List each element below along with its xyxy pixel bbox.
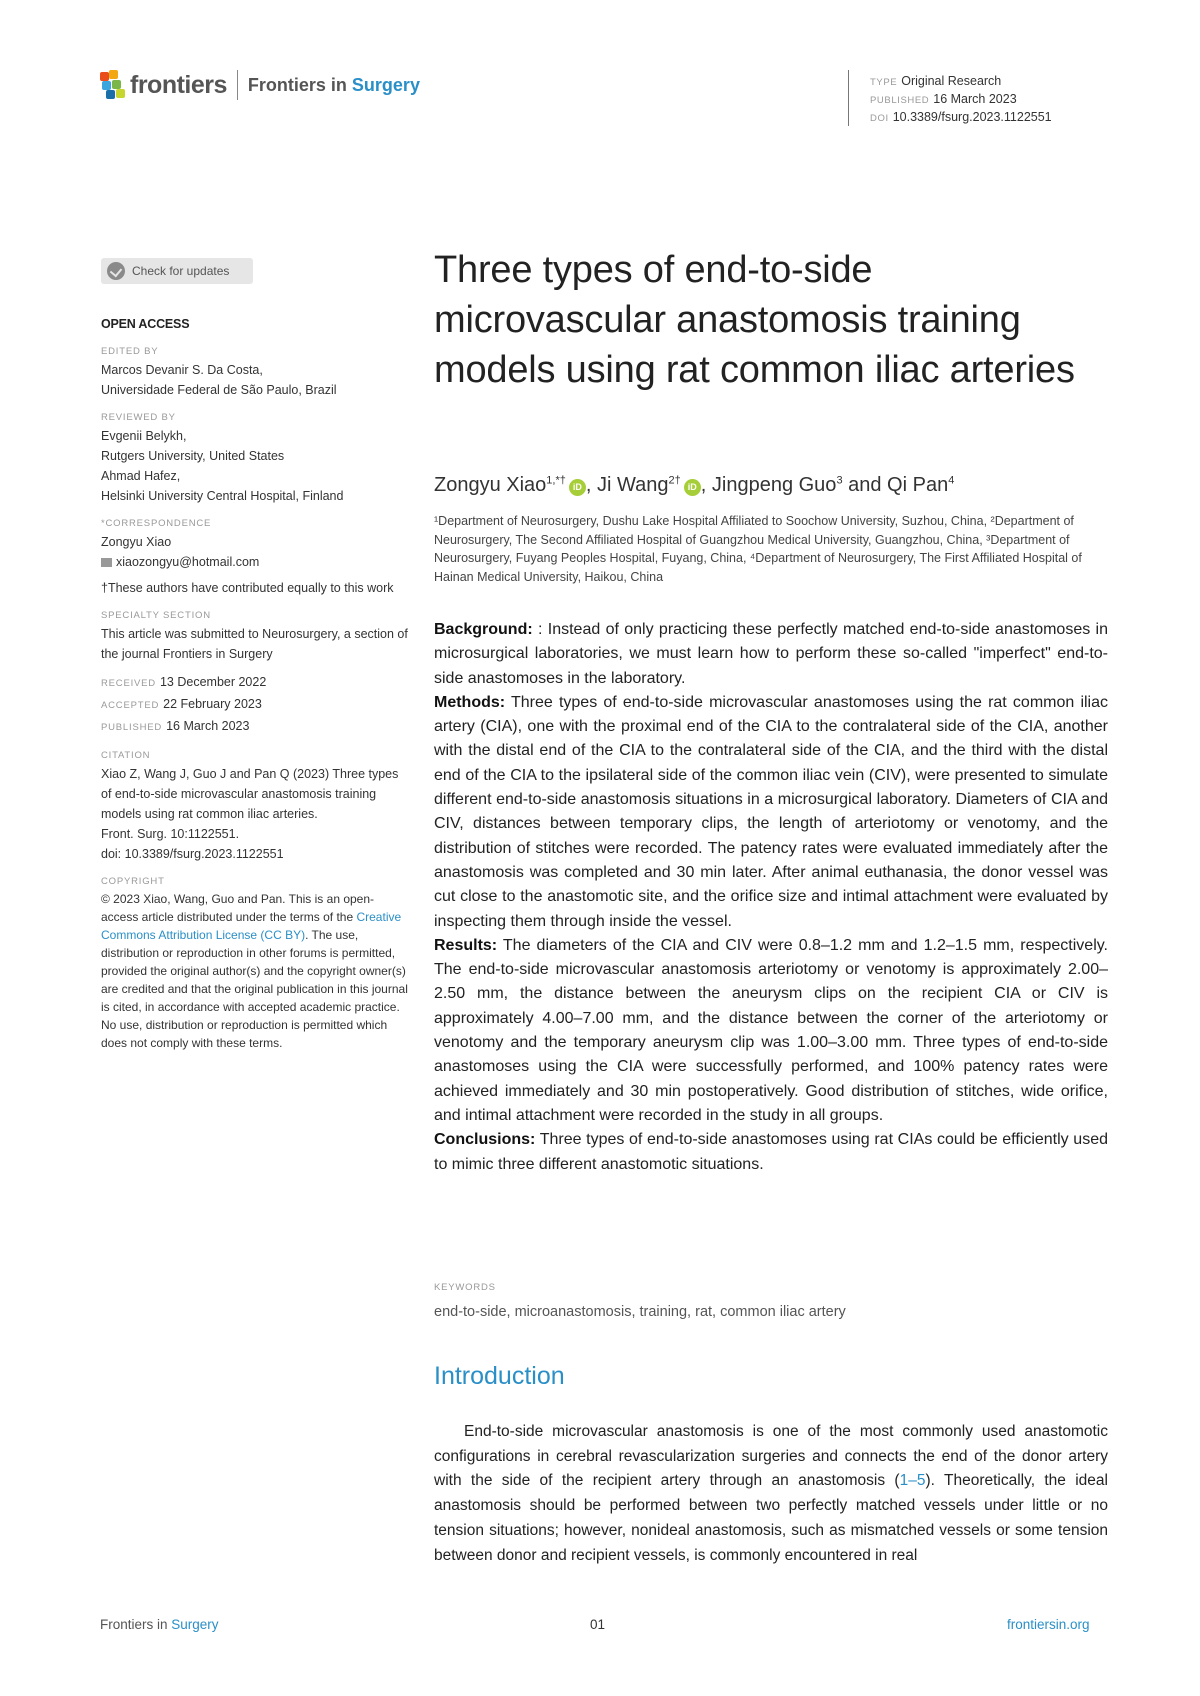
footer-website-link[interactable]: frontiersin.org [1007, 1617, 1090, 1632]
affiliations: ¹Department of Neurosurgery, Dushu Lake Hospital Affiliated to Soochow University, Suzhou, China, ²Department of Neurosurgery, The Second Affiliated Hospital of Guangzhou Medical University, Guangzhou, China, ³Department of Neurosurgery, Fuyang Peoples Hospital, Fuyang, China, ⁴Department of Neurosurgery, The First Affiliated Hospital of Hainan Medical University, Haikou, China [434, 514, 1082, 584]
specialty-section-text: This article was submitted to Neurosurgery, a section of the journal Frontiers in Surgery [101, 627, 408, 661]
orcid-icon[interactable]: iD [569, 479, 586, 496]
specialty-section-heading: SPECIALTY SECTION [101, 610, 211, 621]
logo-divider [237, 70, 238, 100]
author[interactable]: Ji Wang$^{2\dagger}$ [597, 474, 681, 496]
editor-name: Marcos Devanir S. Da Costa, [101, 363, 263, 377]
edited-by-heading: EDITED BY [101, 346, 159, 357]
citation-heading: CITATION [101, 750, 151, 761]
reviewer-name: Evgenii Belykh, [101, 429, 187, 443]
meta-doi[interactable]: DOI 10.3389/fsurg.2023.1122551 [870, 110, 1052, 124]
abstract-results: Results: The diameters of the CIA and CIV were 0.8–1.2 mm and 1.2–1.5 mm, respectively. The end-to-side microvascular anastomosis arteriotomy or venotomy is approximately 2.00–2.50 mm, the distance between the aneurysm clips on the recipient CIA or CIV is approximately 4.00–7.00 mm, and the distance between the corner of the arteriotomy or venotomy and the temporary aneurysm clip was 1.00–3.00 mm. Three types of end-to-side anastomoses using the CIA were successfully performed, and 100% patency rates were achieved immediately and 30 min postoperatively. Good distribution of stitches, wide orifice, and intimal attachment were recorded in the study in all groups. [434, 936, 1108, 1124]
meta-type: TYPE Original Research [870, 74, 1002, 88]
author-list: Zongyu Xiao$^{1,*\dagger}$iD , Ji Wang$^{2\dagger}$iD , Jingpeng Guo$^3$ and Qi Pan$^4$ [434, 474, 955, 496]
keywords: end-to-side, microanastomosis, training, rat, common iliac artery [434, 1304, 846, 1320]
introduction-heading: Introduction [434, 1362, 565, 1390]
citation-doi[interactable]: doi: 10.3389/fsurg.2023.1122551 [101, 847, 284, 861]
editor-affiliation: Universidade Federal de São Paulo, Brazil [101, 383, 337, 397]
copyright-text: © 2023 Xiao, Wang, Guo and Pan. This is an open-access article distributed under the terms of the Creative Commons Attribution License (CC BY). The use, distribution or reproduction in other forums is permitted, provided the original author(s) and the copyright owner(s) are credited and that the original publication in this journal is cited, in accordance with accepted academic practice. No use, distribution or reproduction is permitted which does not comply with these terms. [101, 892, 408, 1050]
journal-name: Frontiers in Surgery [247, 74, 420, 95]
footer-journal: Frontiers in Surgery [100, 1617, 219, 1632]
license-link[interactable]: Creative Commons Attribution License (CC BY) [101, 910, 402, 942]
orcid-icon[interactable]: iD [684, 479, 701, 496]
author[interactable]: Qi Pan$^4$ [887, 474, 955, 496]
reviewer-affiliation: Helsinki University Central Hospital, Finland [101, 489, 344, 503]
published-date: PUBLISHED 16 March 2023 [101, 719, 250, 733]
keywords-heading: KEYWORDS [434, 1282, 496, 1293]
article-meta [870, 73, 1052, 127]
abstract [434, 618, 1108, 1177]
abstract-conclusions: Conclusions: Three types of end-to-side anastomoses using rat CIAs could be efficiently used to mimic three different anastomotic situations. [434, 1131, 1108, 1173]
equal-contribution-note: †These authors have contributed equally to this work [101, 581, 394, 595]
check-for-updates-button[interactable]: Check for updates [101, 258, 253, 284]
article-title: Three types of end-to-side microvascular anastomosis training models using rat common iliac arteries [434, 249, 1075, 391]
sidebar [101, 258, 409, 1052]
frontiers-logo-icon [100, 70, 126, 100]
update-check-icon [107, 262, 125, 280]
abstract-background: Background: : Instead of only practicing these perfectly matched end-to-side anastomoses in microsurgical laboratories, we must learn how to perform these so-called "imperfect" end-to-side anastomoses in the laboratory. [434, 621, 1108, 687]
correspondence-email[interactable]: xiaozongyu@hotmail.com [101, 552, 409, 572]
email-icon [101, 558, 112, 567]
reviewer-name: Ahmad Hafez, [101, 469, 181, 483]
accepted-date: ACCEPTED 22 February 2023 [101, 697, 262, 711]
citation-text: Xiao Z, Wang J, Guo J and Pan Q (2023) Three types of end-to-side microvascular anastomosis training models using rat common iliac arteries. [101, 767, 399, 821]
correspondence-heading: *CORRESPONDENCE [101, 518, 212, 529]
copyright-heading: COPYRIGHT [101, 876, 165, 887]
reviewed-by-heading: REVIEWED BY [101, 412, 176, 423]
abstract-methods: Methods: Three types of end-to-side microvascular anastomoses using the rat common iliac artery (CIA), one with the proximal end of the CIA to the contralateral side of the CIA, another with the distal end of the CIA to the contralateral side of the CIA, and the third with the distal end of the CIA to the ipsilateral side of the common iliac vein (CIV), were presented to simulate different end-to-side anastomosis situations in a microsurgical laboratory. Diameters of CIA and CIV, distances between temporary clips, the length of arteriotomy or venotomy, and the distribution of stitches were recorded. The patency rates were evaluated immediately after the anastomosis was completed and 30 min later. After animal euthanasia, the donor vessel was cut close to the anastomotic site, and the orifice size and intimal attachment were evaluated by inspecting them through inside the vessel. [434, 693, 1108, 930]
logo-word: frontiers [130, 70, 227, 99]
author[interactable]: Jingpeng Guo$^3$ [711, 474, 843, 496]
meta-divider [848, 70, 849, 126]
open-access-label: OPEN ACCESS [101, 317, 190, 331]
citation-journal: Front. Surg. 10:1122551. [101, 827, 240, 841]
received-date: RECEIVED 13 December 2022 [101, 675, 267, 689]
correspondence-name: Zongyu Xiao [101, 535, 172, 549]
meta-published: PUBLISHED 16 March 2023 [870, 92, 1017, 106]
author[interactable]: Zongyu Xiao$^{1,*\dagger}$ [434, 474, 566, 496]
reviewer-affiliation: Rutgers University, United States [101, 449, 285, 463]
reference-link[interactable]: 1–5 [899, 1472, 926, 1490]
introduction-body: End-to-side microvascular anastomosis is one of the most commonly used anastomotic configurations in cerebral revascularization surgeries and connects the end of the donor artery with the side of the recipient artery through an anastomosis (1–5). Theoretically, the ideal anastomosis should be performed between two perfectly matched vessels under little or no tension situations; however, nonideal anastomosis, such as mismatched vessels or some tension between donor and recipient vessels, is commonly encountered in real [434, 1423, 1108, 1564]
page-number: 01 [590, 1617, 606, 1632]
frontiers-logo[interactable] [100, 70, 420, 100]
